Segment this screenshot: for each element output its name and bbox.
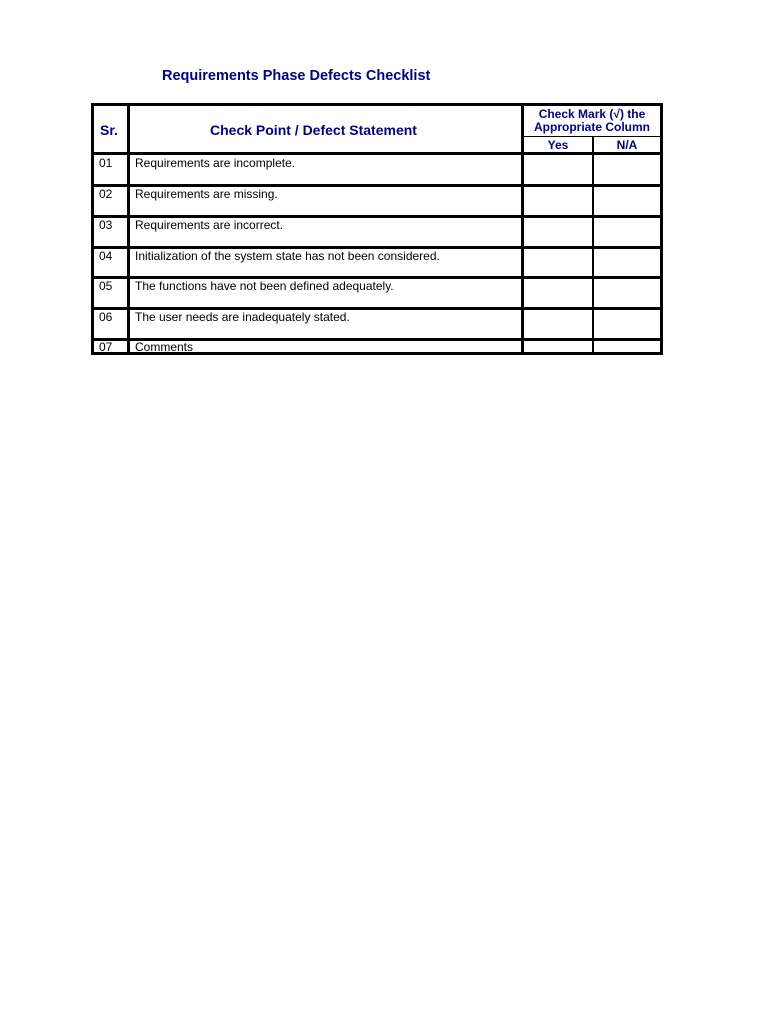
- header-check-line2: Appropriate Column: [534, 120, 650, 134]
- header-subdivider: [524, 136, 660, 137]
- yes-check-cell[interactable]: [524, 310, 592, 338]
- na-check-cell[interactable]: [594, 310, 660, 338]
- yes-check-cell[interactable]: [524, 341, 592, 352]
- row-statement: Requirements are incorrect.: [135, 218, 284, 232]
- yes-check-cell[interactable]: [524, 218, 592, 246]
- header-statement: Check Point / Defect Statement: [210, 122, 417, 138]
- row-statement: The functions have not been defined adequately.: [135, 279, 394, 293]
- page-title: Requirements Phase Defects Checklist: [162, 68, 431, 84]
- row-statement: Initialization of the system state has not been considered.: [135, 249, 440, 263]
- yes-check-cell[interactable]: [524, 279, 592, 307]
- na-check-cell[interactable]: [594, 187, 660, 215]
- yes-check-cell[interactable]: [524, 187, 592, 215]
- row-sr: 04: [99, 249, 113, 263]
- row-statement: Requirements are incomplete.: [135, 156, 296, 170]
- header-na: N/A: [616, 138, 638, 152]
- row-sr: 01: [99, 156, 113, 170]
- row-statement: Requirements are missing.: [135, 187, 278, 201]
- header-sr: Sr.: [100, 122, 118, 138]
- row-sr: 05: [99, 279, 113, 293]
- yes-check-cell[interactable]: [524, 155, 592, 184]
- checklist-table: [91, 103, 663, 355]
- row-statement: The user needs are inadequately stated.: [135, 310, 350, 324]
- col-divider-sr: [127, 106, 130, 352]
- na-check-cell[interactable]: [594, 341, 660, 352]
- header-check-line1: Check Mark (√) the: [538, 107, 646, 121]
- row-statement: Comments: [135, 340, 194, 354]
- na-check-cell[interactable]: [594, 155, 660, 184]
- yes-check-cell[interactable]: [524, 249, 592, 276]
- row-sr: 03: [99, 218, 113, 232]
- na-check-cell[interactable]: [594, 249, 660, 276]
- na-check-cell[interactable]: [594, 279, 660, 307]
- row-sr: 02: [99, 187, 113, 201]
- row-sr: 07: [99, 340, 113, 354]
- header-yes: Yes: [547, 138, 569, 152]
- na-check-cell[interactable]: [594, 218, 660, 246]
- row-sr: 06: [99, 310, 113, 324]
